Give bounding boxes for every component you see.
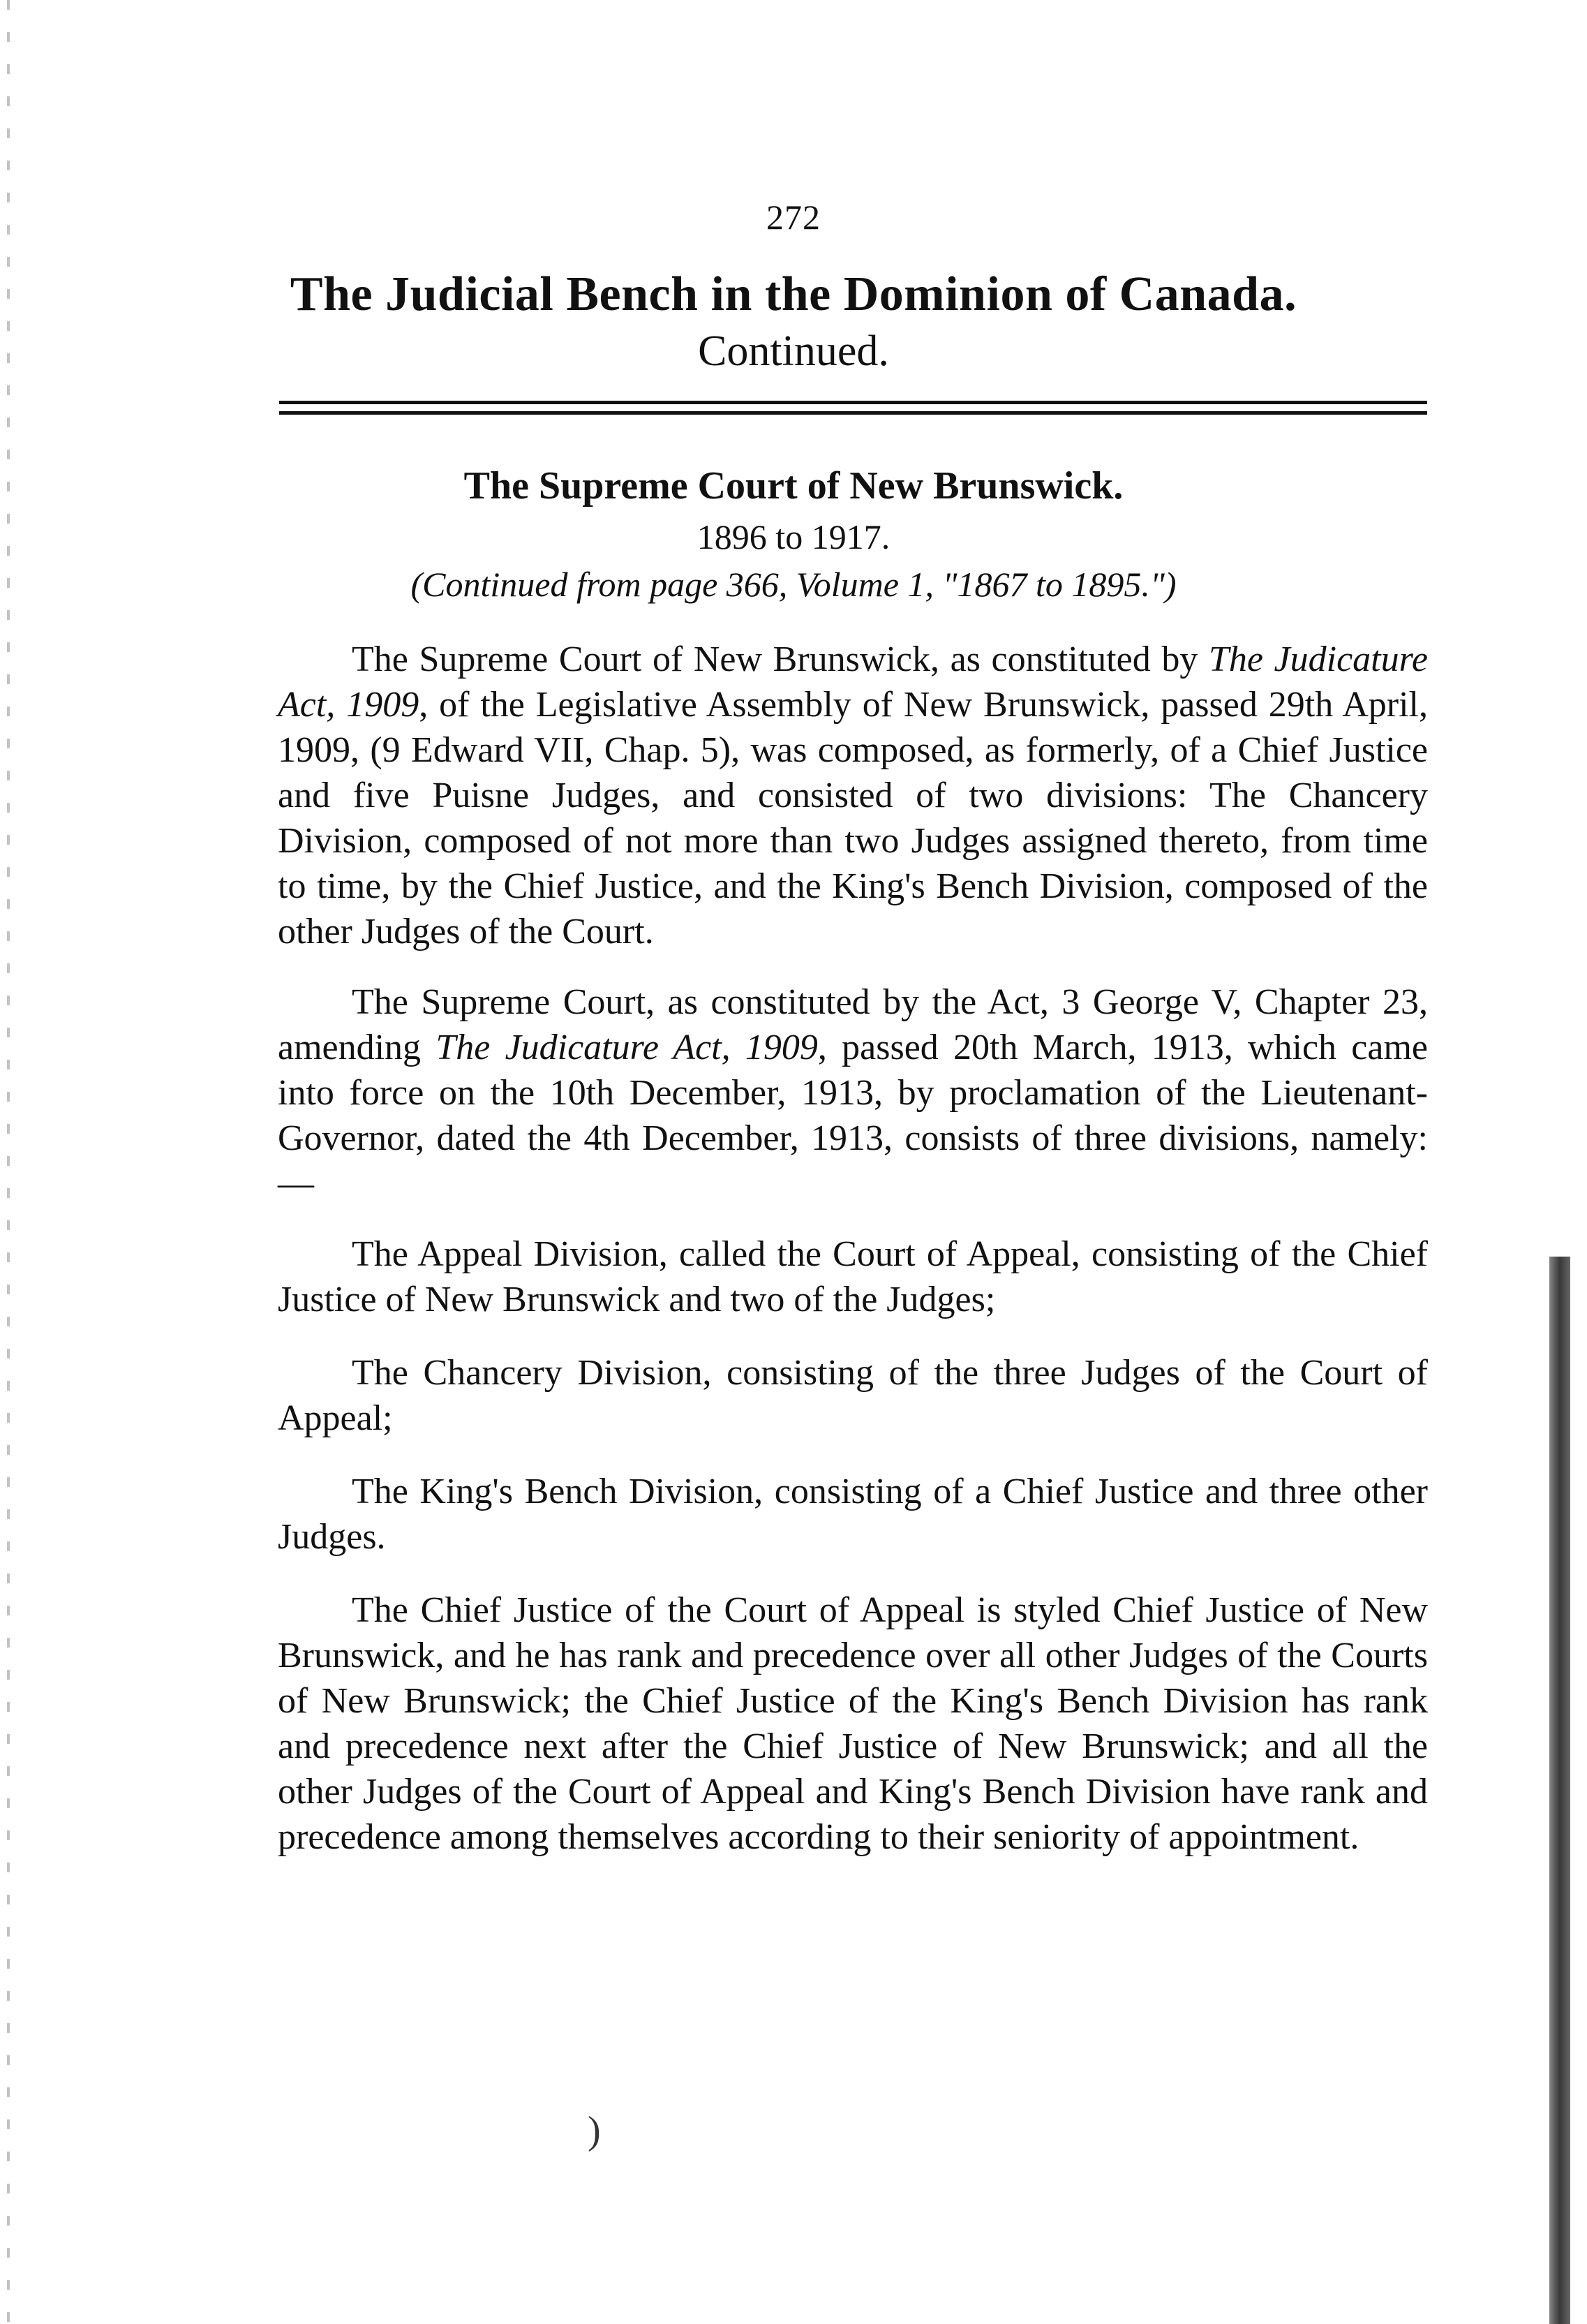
paragraph-1-text-a: The Supreme Court of New Brunswick, as constituted by	[352, 639, 1209, 679]
title-rule-top	[279, 401, 1427, 404]
page-number: 272	[766, 198, 821, 237]
paragraph-2-text-b: , passed 20th March, 1913, which came into force on the 10th December, 1913, by proclamation of the Lieutenant-Governor, dated the 4th December, 1913, consists of three divisions, namely:—	[278, 1028, 1428, 1204]
page-title: The Judicial Bench in the Dominion of Canada.	[290, 267, 1297, 321]
paragraph-1-act-title: The Judicature Act, 1909	[278, 639, 1428, 725]
section-years: 1896 to 1917.	[696, 517, 891, 556]
page-subtitle: Continued.	[698, 327, 889, 375]
paragraph-2	[278, 979, 1428, 1206]
stray-mark: )	[588, 2109, 601, 2152]
paragraph-1	[278, 637, 1428, 954]
body-text	[278, 637, 1428, 1891]
title-rule-bottom	[279, 411, 1427, 415]
section-title: The Supreme Court of New Brunswick.	[463, 464, 1124, 508]
paragraph-3: The Appeal Division, called the Court of Appeal, consisting of the Chief Justice of New Brunswick and two of the Judges;	[278, 1234, 1428, 1319]
paragraph-5: The King's Bench Division, consisting of a Chief Justice and three other Judges.	[278, 1472, 1428, 1557]
paragraph-1-text-b: , of the Legislative Assembly of New Brunswick, passed 29th April, 1909, (9 Edward VII, Chap. 5), was composed, as formerly, of a Chief Justice and five Puisne Judges, and consisted of two divisions: The Chancery Division, composed of not more than two Judges assigned thereto, from time to time, by the Chief Justice, and the King's Bench Division, composed of the other Judges of the Court.	[278, 685, 1429, 952]
paragraph-2-text-a: The Supreme Court, as constituted by the Act, 3 George V, Chapter 23, amending	[278, 982, 1428, 1067]
paragraph-4: The Chancery Division, consisting of the three Judges of the Court of Appeal;	[278, 1353, 1428, 1438]
paragraph-6: The Chief Justice of the Court of Appeal is styled Chief Justice of New Brunswick, and he has rank and precedence over all other Judges of the Courts of New Brunswick; the Chief Justice of the King's Bench Division has rank and precedence next after the Chief Justice of New Brunswick; and all the other Judges of the Court of Appeal and King's Bench Division have rank and precedence among themselves according to their seniority of appointment.	[278, 1590, 1428, 1857]
section-note: (Continued from page 366, Volume 1, "1867 to 1895.")	[410, 565, 1177, 604]
paragraph-2-act-title: The Judicature Act, 1909	[435, 1028, 818, 1067]
scan-edge-right	[1549, 1257, 1570, 2324]
